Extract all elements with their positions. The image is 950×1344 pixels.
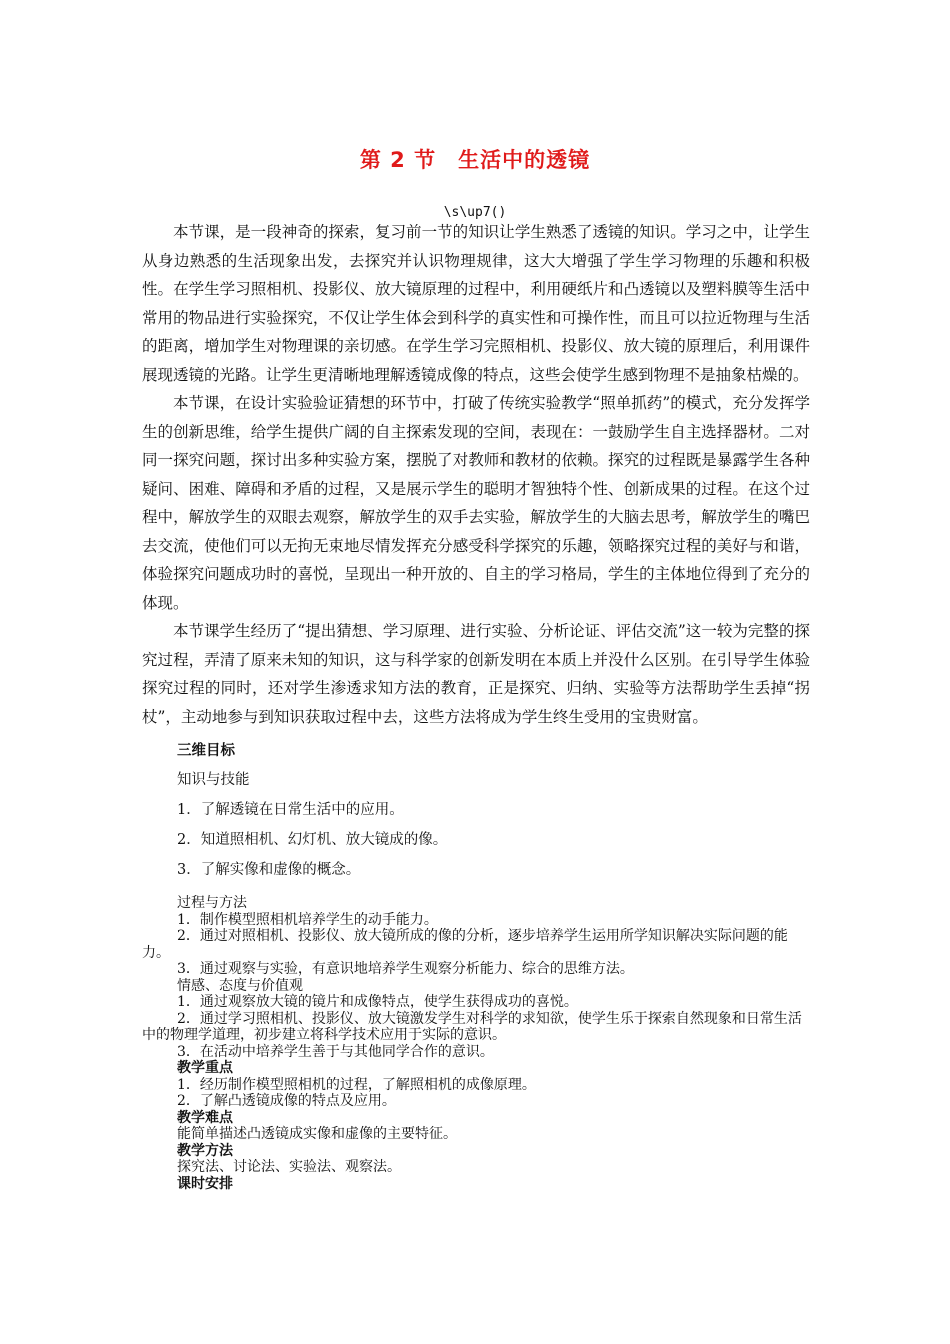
difficulty-text: 能简单描述凸透镜成实像和虚像的主要特征。: [177, 1126, 457, 1142]
emotion-heading: 情感、态度与价值观: [177, 977, 303, 994]
process-heading: 过程与方法: [177, 895, 247, 911]
knowledge-heading: 知识与技能: [177, 772, 250, 788]
goals-section: [142, 737, 810, 885]
key-point-item: 2．了解凸透镜成像的特点及应用。: [177, 1093, 396, 1109]
goals-heading: 三维目标: [177, 743, 235, 759]
method-text: 探究法、讨论法、实验法、观察法。: [177, 1159, 401, 1175]
knowledge-item: 1．了解透镜在日常生活中的应用。: [177, 802, 404, 818]
difficulty-heading: 教学难点: [177, 1109, 233, 1126]
document-body: [142, 218, 810, 1192]
knowledge-item: 2．知道照相机、幻灯机、放大镜成的像。: [177, 832, 448, 848]
process-item: 3．通过观察与实验，有意识地培养学生观察分析能力、综合的思维方法。: [177, 961, 634, 977]
page-title: 第 2 节 生活中的透镜: [359, 148, 591, 172]
process-item: 2．通过对照相机、投影仪、放大镜所成的像的分析，逐步培养学生运用所学知识解决实际问题的能力。: [142, 928, 788, 961]
emotion-item: 3．在活动中培养学生善于与其他同学合作的意识。: [177, 1043, 494, 1060]
process-item: 1．制作模型照相机培养学生的动手能力。: [177, 911, 438, 928]
emotion-item: 1．通过观察放大镜的镜片和成像特点，使学生获得成功的喜悦。: [177, 994, 578, 1010]
field-code-text: \s\up7(): [443, 205, 507, 220]
emotion-item: 2．通过学习照相机、投影仪、放大镜激发学生对科学的求知欲，使学生乐于探索自然现象和日常生活中的物理学道理，初步建立将科学技术应用于实际的意识。: [142, 1010, 802, 1043]
key-point-item: 1．经历制作模型照相机的过程，了解照相机的成像原理。: [177, 1076, 536, 1093]
knowledge-item: 3．了解实像和虚像的概念。: [177, 862, 361, 878]
compact-section: [142, 895, 810, 1192]
key-points-heading: 教学重点: [177, 1060, 233, 1076]
method-heading: 教学方法: [177, 1142, 233, 1159]
schedule-heading: 课时安排: [177, 1175, 233, 1192]
intro-paragraph-2: 本节课，在设计实验验证猜想的环节中，打破了传统实验教学“照单抓药”的模式，充分发挥学生的创新思维，给学生提供广阔的自主探索发现的空间，表现在：一鼓励学生自主选择器材。二对同一探究问题，探讨出多种实验方案，摆脱了对教师和教材的依赖。探究的过程既是暴露学生各种疑问、困难、障碍和矛盾的过程，又是展示学生的聪明才智独特个性、创新成果的过程。在这个过程中，解放学生的双眼去观察，解放学生的双手去实验，解放学生的大脑去思考，解放学生的嘴巴去交流，使他们可以无拘无束地尽情发挥充分感受科学探究的乐趣，领略探究过程的美好与和谐，体验探究问题成功时的喜悦，呈现出一种开放的、自主的学习格局，学生的主体地位得到了充分的体现。: [142, 394, 810, 612]
intro-paragraph-3: 本节课学生经历了“提出猜想、学习原理、进行实验、分析论证、评估交流”这一较为完整的探究过程，弄清了原来未知的知识，这与科学家的创新发明在本质上并没什么区别。在引导学生体验探究过程的同时，还对学生渗透求知方法的教育，正是探究、归纳、实验等方法帮助学生丢掉“拐杖”，主动地参与到知识获取过程中去，这些方法将成为学生终生受用的宝贵财富。: [142, 622, 810, 726]
intro-paragraph-1: 本节课，是一段神奇的探索，复习前一节的知识让学生熟悉了透镜的知识。学习之中，让学生从身边熟悉的生活现象出发，去探究并认识物理规律，这大大增强了学生学习物理的乐趣和积极性。在学生学习照相机、投影仪、放大镜原理的过程中，利用硬纸片和凸透镜以及塑料膜等生活中常用的物品进行实验探究，不仅让学生体会到科学的真实性和可操作性，而且可以拉近物理与生活的距离，增加学生对物理课的亲切感。在学生学习完照相机、投影仪、放大镜的原理后，利用课件展现透镜的光路。让学生更清晰地理解透镜成像的特点，这些会使学生感到物理不是抽象枯燥的。: [142, 223, 810, 384]
